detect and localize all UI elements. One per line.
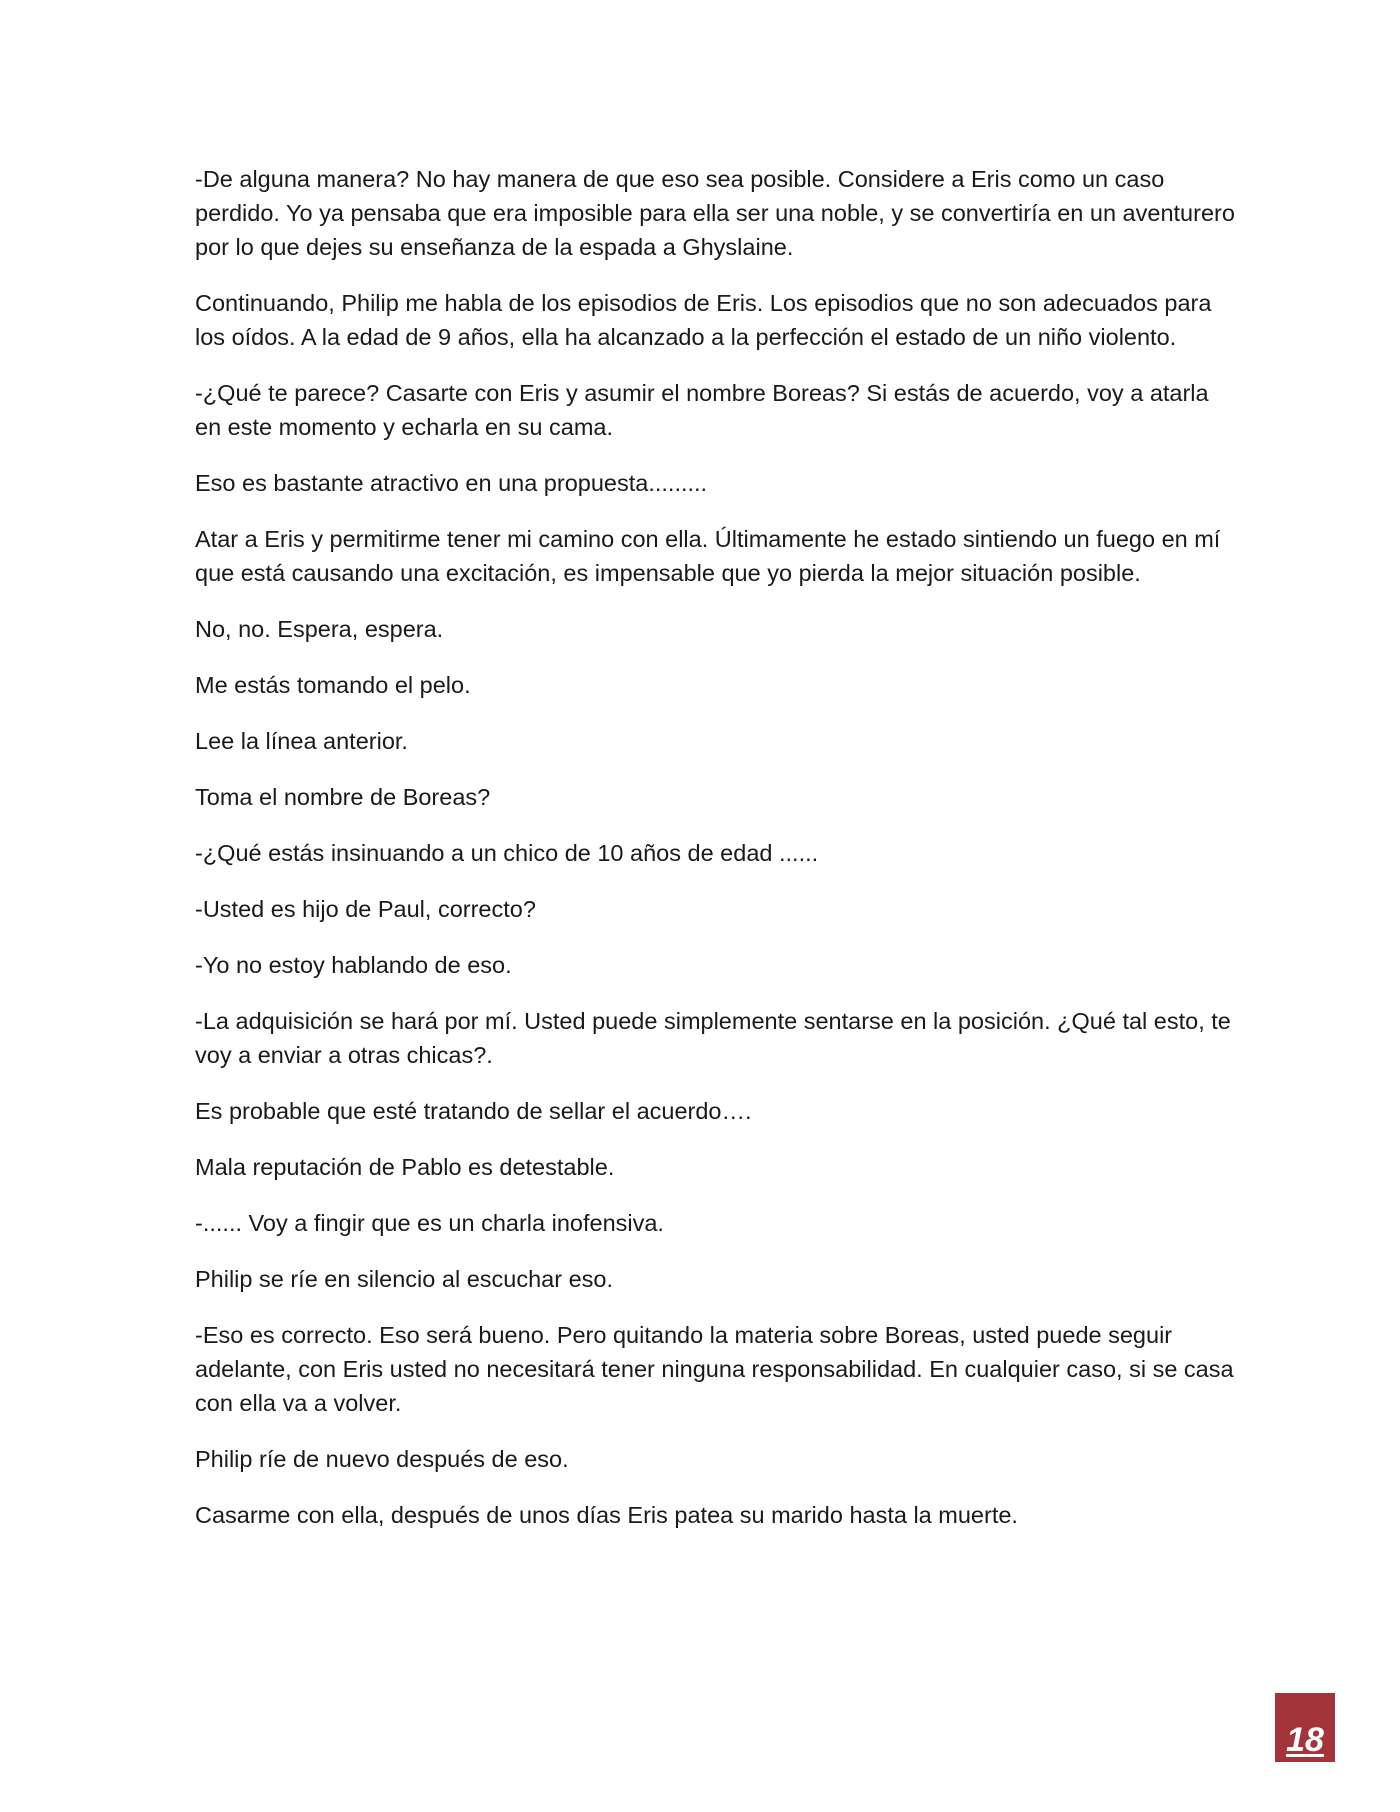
paragraph: Toma el nombre de Boreas? — [195, 784, 491, 810]
paragraph: Philip ríe de nuevo después de eso. — [195, 1446, 569, 1472]
paragraph: No, no. Espera, espera. — [195, 616, 444, 642]
paragraph: -¿Qué estás insinuando a un chico de 10 años de edad ...... — [195, 840, 819, 866]
paragraph: Lee la línea anterior. — [195, 728, 408, 754]
paragraph: -Eso es correcto. Eso será bueno. Pero quitando la materia sobre Boreas, usted puede seguir adelante, con Eris usted no necesitará tener ninguna responsabilidad. En cualquier caso, si se casa con ella va a volver. — [195, 1322, 1234, 1416]
paragraph: Philip se ríe en silencio al escuchar eso. — [195, 1266, 613, 1292]
page-number-badge — [1275, 1693, 1335, 1762]
paragraph: -Yo no estoy hablando de eso. — [195, 952, 512, 978]
paragraph: -...... Voy a fingir que es un charla inofensiva. — [195, 1210, 664, 1236]
page-body — [195, 162, 1235, 1554]
page-number: 18 — [1286, 1721, 1324, 1759]
paragraph: -La adquisición se hará por mí. Usted puede simplemente sentarse en la posición. ¿Qué tal esto, te voy a enviar a otras chicas?. — [195, 1008, 1231, 1068]
paragraph: Atar a Eris y permitirme tener mi camino con ella. Últimamente he estado sintiendo un fuego en mí que está causando una excitación, es impensable que yo pierda la mejor situación posible. — [195, 526, 1221, 586]
paragraph: -¿Qué te parece? Casarte con Eris y asumir el nombre Boreas? Si estás de acuerdo, voy a atarla en este momento y echarla en su cama. — [195, 380, 1209, 440]
paragraph: Casarme con ella, después de unos días Eris patea su marido hasta la muerte. — [195, 1502, 1018, 1528]
paragraph: -Usted es hijo de Paul, correcto? — [195, 896, 536, 922]
paragraph: Mala reputación de Pablo es detestable. — [195, 1154, 615, 1180]
paragraph: Me estás tomando el pelo. — [195, 672, 471, 698]
paragraph: Continuando, Philip me habla de los episodios de Eris. Los episodios que no son adecuados para los oídos. A la edad de 9 años, ella ha alcanzado a la perfección el estado de un niño violento. — [195, 290, 1212, 350]
paragraph: Eso es bastante atractivo en una propuesta......... — [195, 470, 708, 496]
paragraph: -De alguna manera? No hay manera de que eso sea posible. Considere a Eris como un caso perdido. Yo ya pensaba que era imposible para ella ser una noble, y se convertiría en un aventurero por lo que dejes su enseñanza de la espada a Ghyslaine. — [195, 166, 1235, 260]
paragraph: Es probable que esté tratando de sellar el acuerdo…. — [195, 1098, 752, 1124]
